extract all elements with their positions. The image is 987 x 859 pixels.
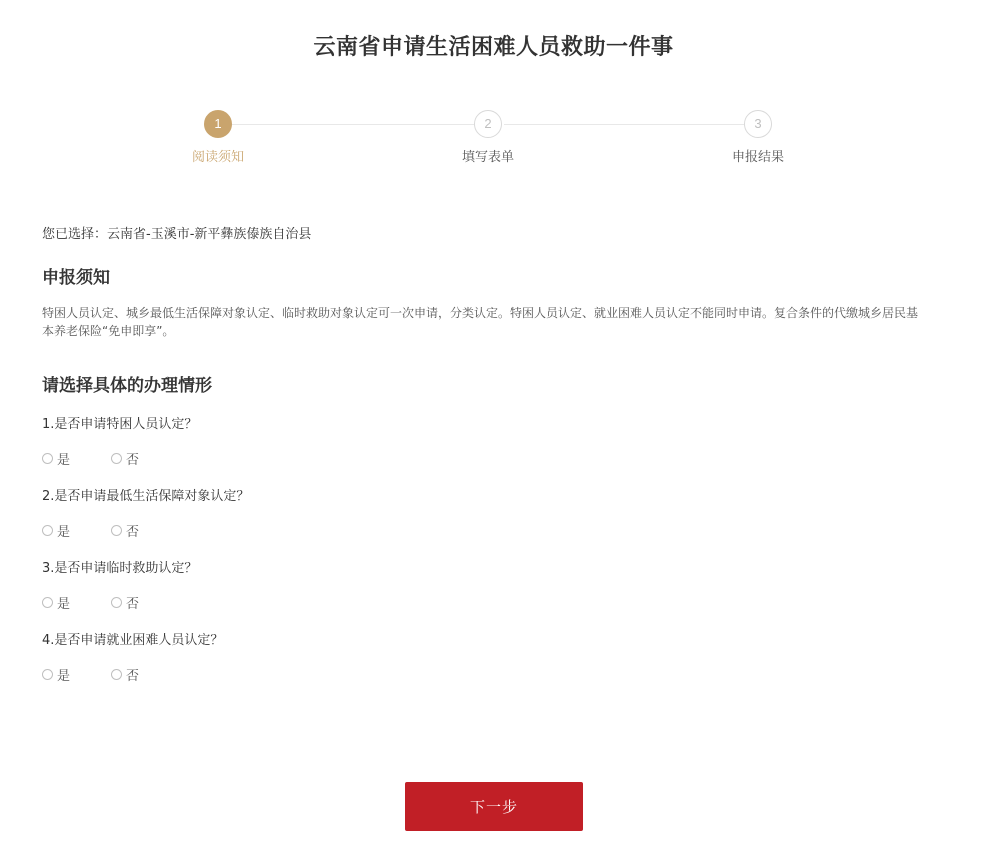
step-read-notice	[158, 108, 278, 165]
radio-label: 是	[57, 525, 71, 540]
radio-label: 否	[126, 597, 140, 612]
radio-label: 是	[57, 453, 71, 468]
radio-label: 否	[126, 669, 140, 684]
question-2: 2.是否申请最低生活保障对象认定？	[42, 489, 250, 504]
radio-circle-icon[interactable]	[111, 669, 122, 680]
radio-no[interactable]	[111, 665, 139, 684]
radio-label: 否	[126, 525, 140, 540]
radio-circle-icon[interactable]	[111, 525, 122, 536]
step-number: 3	[744, 110, 772, 138]
radio-circle-icon[interactable]	[111, 453, 122, 464]
situations-heading: 请选择具体的办理情形	[42, 376, 212, 396]
step-result	[698, 108, 818, 165]
radio-yes[interactable]	[42, 665, 70, 684]
notice-heading: 申报须知	[42, 268, 110, 288]
radio-no[interactable]	[111, 593, 139, 612]
notice-text: 特困人员认定、城乡最低生活保障对象认定、临时救助对象认定可一次申请，分类认定。特困人员认定、就业困难人员认定不能同时申请。复合条件的代缴城乡居民基本养老保险“免申即享”。	[42, 306, 919, 338]
question-1: 1.是否申请特困人员认定？	[42, 417, 198, 432]
radio-circle-icon[interactable]	[42, 525, 53, 536]
step-number: 2	[474, 110, 502, 138]
selected-region: 您已选择：云南省-玉溪市-新平彝族傣族自治县	[42, 227, 312, 242]
radio-label: 是	[57, 597, 71, 612]
radio-circle-icon[interactable]	[111, 597, 122, 608]
next-step-button[interactable]: 下一步	[405, 782, 583, 831]
radio-circle-icon[interactable]	[42, 453, 53, 464]
page-title: 云南省申请生活困难人员救助一件事	[313, 35, 674, 60]
step-label: 申报结果	[731, 150, 784, 165]
step-label: 阅读须知	[191, 150, 244, 165]
radio-no[interactable]	[111, 449, 139, 468]
radio-yes[interactable]	[42, 449, 70, 468]
question-3: 3.是否申请临时救助认定？	[42, 561, 198, 576]
step-fill-form	[428, 108, 548, 165]
radio-circle-icon[interactable]	[42, 597, 53, 608]
step-label: 填写表单	[461, 150, 514, 165]
radio-label: 否	[126, 453, 140, 468]
question-4: 4.是否申请就业困难人员认定？	[42, 633, 224, 648]
radio-circle-icon[interactable]	[42, 669, 53, 680]
radio-no[interactable]	[111, 521, 139, 540]
progress-stepper	[0, 108, 987, 178]
radio-yes[interactable]	[42, 521, 70, 540]
radio-label: 是	[57, 669, 71, 684]
radio-yes[interactable]	[42, 593, 70, 612]
step-number: 1	[204, 110, 232, 138]
